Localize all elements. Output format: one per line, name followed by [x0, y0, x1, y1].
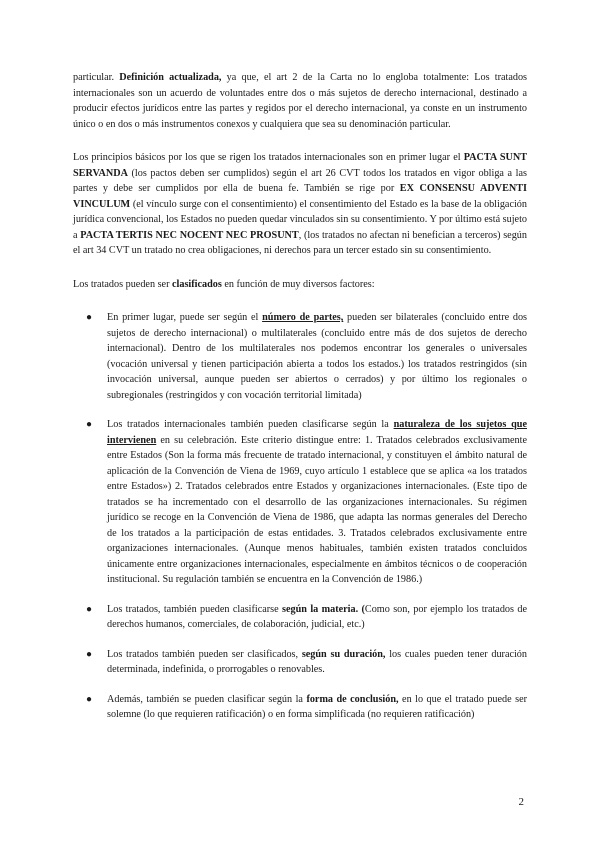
document-body: [73, 70, 527, 737]
text: Los tratados internacionales también pueden clasificarse según la: [107, 419, 394, 430]
bullet-icon: ●: [86, 312, 93, 323]
bold-term: PACTA TERTIS NEC NOCENT NEC PROSUNT: [80, 229, 299, 241]
list-item: [73, 310, 527, 403]
text: los cuales pueden tener duración determinada, indefinida, o prorrogables o renovables.: [107, 648, 527, 675]
list-item: [73, 647, 527, 678]
bold-term: número de partes,: [262, 312, 344, 323]
list-item: [73, 602, 527, 633]
bullet-icon: ●: [86, 648, 93, 660]
text: , (los tratados no afectan ni benefician a terceros) según el art 34 CVT un tratado no crea obligaciones, ni derechos para un tercer estado sin su consentimiento.: [73, 229, 527, 256]
text: en lo que el tratado puede ser solemne (lo que requieren ratificación) o en forma simplificada (no requieren ratificación): [107, 693, 527, 720]
text: En primer lugar, puede ser según el: [107, 312, 263, 323]
text: Los tratados, también pueden clasificarse: [107, 603, 283, 615]
bold-term: según su duración,: [301, 648, 386, 660]
bold-term: clasificados: [172, 278, 222, 290]
list-item: [73, 417, 527, 588]
bold-term: PACTA SUNT SERVANDA: [73, 152, 528, 179]
bold-term: naturaleza de los sujetos que intervienen: [107, 419, 527, 446]
text: Los tratados también pueden ser clasificados,: [107, 648, 302, 660]
text: en función de muy diversos factores:: [221, 278, 375, 290]
paragraph-definition: [73, 70, 527, 132]
text: ya que, el art 2 de la Carta no lo engloba totalmente: Los tratados internacionales son un acuerdo de voluntades entre dos o más sujetos de derecho internacional, destinado a producir efectos jurídicos entre las partes y regidos por el derecho internacional, ya conste en un instrumento único o en dos o más instrumentos conexos y cualquiera que sea su denominación particular.: [73, 72, 528, 130]
list-item: [73, 692, 527, 723]
text: (los pactos deben ser cumplidos) según el art 26 CVT todos los tratados en vigor obliga a las partes y debe ser cumplidos por ella de buena fe. También se rige por: [73, 167, 527, 194]
text: Además, también se pueden clasificar según la: [107, 693, 307, 705]
bullet-icon: ●: [86, 419, 93, 430]
text: particular.: [73, 72, 120, 83]
classification-list: [73, 310, 527, 723]
text: Los principios básicos por los que se rigen los tratados internacionales son en primer lugar el: [73, 152, 464, 163]
text: Los tratados pueden ser: [73, 278, 173, 290]
paragraph-classification-intro: [73, 277, 527, 293]
bold-term: forma de conclusión,: [306, 693, 399, 705]
bullet-icon: ●: [86, 603, 93, 615]
text: Como son, por ejemplo los tratados de derechos humanos, comerciales, de colaboración, judicial, etc.): [107, 603, 527, 630]
bold-term: EX CONSENSU ADVENTI VINCULUM: [73, 183, 527, 210]
text: (el vínculo surge con el consentimiento) el consentimiento del Estado es la base de la obligación jurídica convencional, los Estados no pueden quedar vinculados sin su consentimiento. Y por último está sujeto a: [73, 198, 527, 241]
text: en su celebración. Este criterio distingue entre: 1. Tratados celebrados exclusivamente entre Estados (Son la forma más frecuente de tratado internacional, y constituyen el ámbito natural de aplicación de la Convención de Viena de 1969, cuyo artículo 1 establece que se aplica «a los tratados entre Estados») 2. Tratados celebrados entre Estados y organizaciones internacionales. (Este tipo de tratados se ha incrementado con el desarrollo de las organizaciones internacionales. Su régimen jurídico se recoge en la Convención de Viena de 1986, que adapta las normas generales del Derecho de los tratados a la participación de estas entidades. 3. Tratados celebrados exclusivamente entre organizaciones internacionales. (Aunque menos habituales, también existen tratados concluidos únicamente entre organizaciones internacionales, especialmente en ámbitos técnicos o de cooperación institucional. Su regulación también se encuentra en la Convención de 1986.): [107, 434, 527, 585]
bullet-icon: ●: [86, 693, 93, 705]
page-number: 2: [518, 796, 524, 808]
bold-term: Definición actualizada,: [119, 72, 222, 83]
text: pueden ser bilaterales (concluido entre dos sujetos de derecho internacional) o multilaterales (concluido entre más de dos sujetos de derecho internacional). Dentro de los multilaterales nos podemos encontrar los generales o universales (vocación universal y tienen participación abierta a todos los estados.) los tratados restringidos (sin invocación universal, aunque pueden ser abiertos o cerrados) y por último los regionales o subregionales (restringidos y con vocación territorial limitada): [107, 312, 528, 401]
paragraph-principles: [73, 150, 527, 259]
bold-term: según la materia. (: [282, 603, 365, 615]
